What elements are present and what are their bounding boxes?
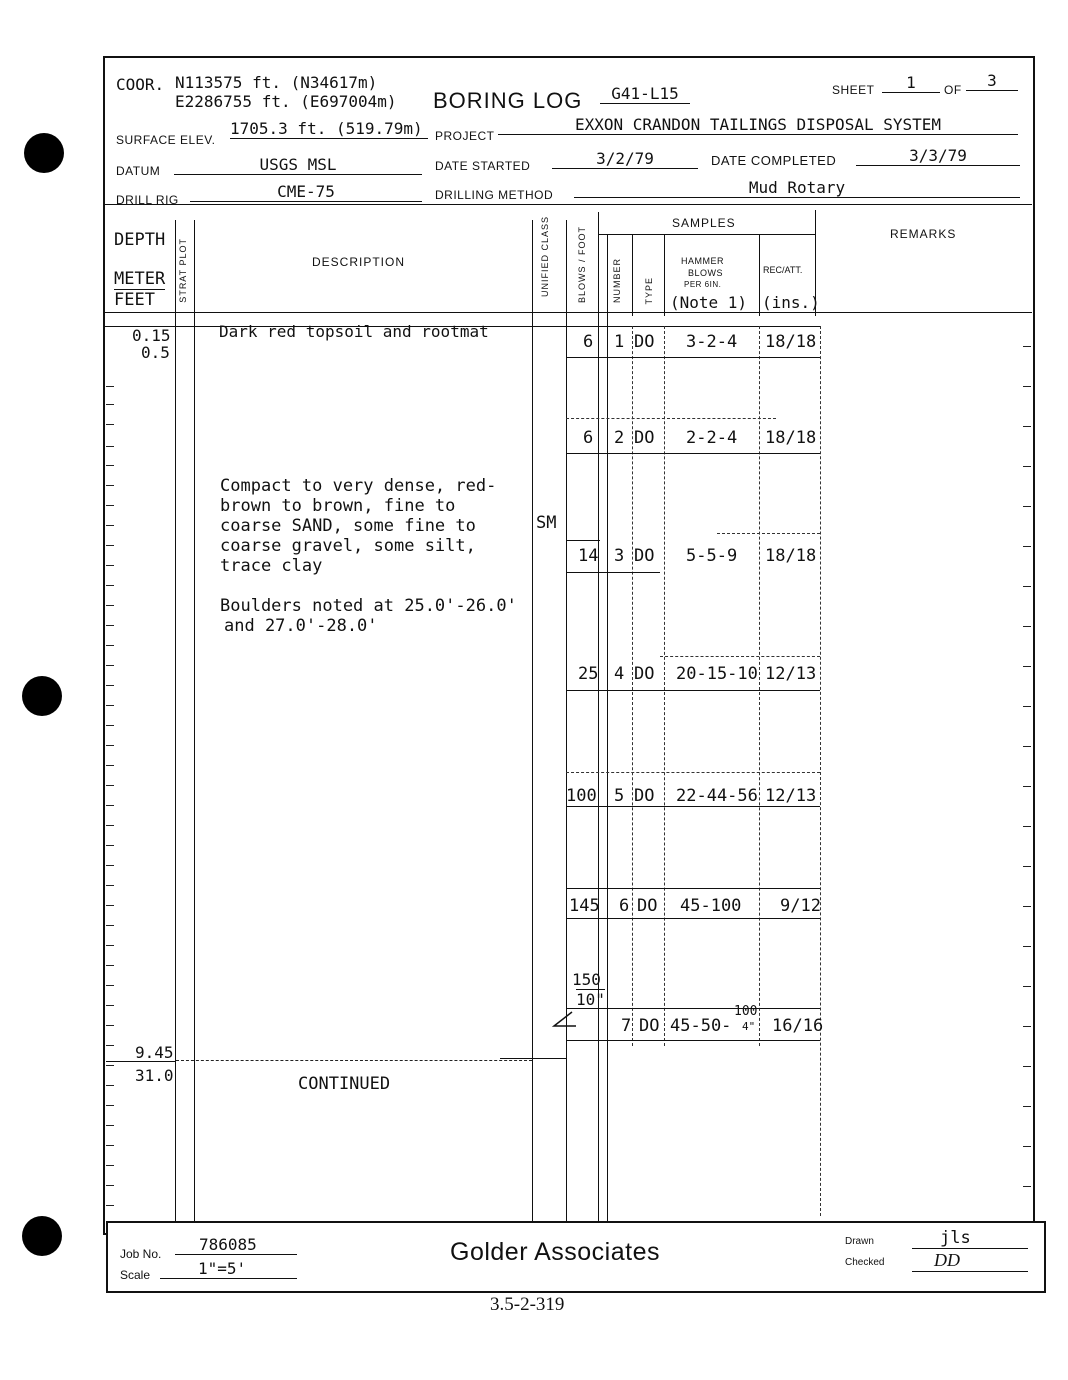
blows-per-foot: 100 [566,786,597,806]
hammer-label-3: PER 6IN. [684,280,722,289]
bottom-meter-line [106,1061,176,1062]
sample-divider [566,540,600,541]
drawn-label: Drawn [845,1236,874,1247]
sample-number: 1 [614,332,625,352]
continued-label: CONTINUED [298,1074,391,1094]
sample-divider [566,572,660,573]
hammer-blows: 45-50- [670,1016,732,1036]
col-line-rec [759,234,760,316]
column-header-bottom [104,312,1032,313]
body-line-rec [759,326,760,1046]
col-line-depth [175,220,176,316]
recovery: 16/16 [772,1016,824,1036]
blows-per-foot-bottom: 10" [576,990,605,1009]
body-line-desc [532,316,533,1230]
hammer-note: (Note 1) [670,293,748,312]
col-line-remarks [815,210,816,316]
date-started-label: DATE STARTED [435,159,531,173]
coor-north: N113575 ft. (N34617m) [175,73,378,92]
rec-att-label: REC/ATT. [763,265,803,275]
scale-label: Scale [120,1268,151,1282]
surface-elev-value: 1705.3 ft. (519.79m) [230,119,428,139]
page-number: 3.5-2-319 [490,1294,565,1315]
drilling-method-label: DRILLING METHOD [435,188,554,202]
punch-hole-bottom [22,1216,62,1256]
sheet-total: 3 [966,71,1018,91]
of-label: OF [944,83,962,97]
checked-initials: DD [912,1250,1028,1272]
soil-description [220,476,496,576]
body-line-type [632,326,633,1046]
project-value: EXXON CRANDON TAILINGS DISPOSAL SYSTEM [498,115,1018,135]
surface-elev-label: SURFACE ELEV. [116,133,216,147]
project-label: PROJECT [435,129,495,143]
boulder-line: and 27.0'-28.0' [224,616,378,636]
sample-number: 5 [614,786,625,806]
recovery: 12/13 [765,786,817,806]
blows-per-foot: 145 [569,896,600,916]
boring-log-title: BORING LOG [433,88,583,113]
sheet-number: 1 [882,73,940,93]
top-depth-meter: 0.15 [132,326,171,345]
sample-number: 7 [621,1016,632,1036]
hammer-blows: 2-2-4 [686,428,738,448]
log-id: G41-L15 [600,84,690,104]
hammer-label-1: HAMMER [681,256,724,266]
drill-rig-value: CME-75 [190,182,422,202]
bottom-boundary-line [176,1060,532,1061]
blows-foot-label: BLOWS / FOOT [577,226,587,304]
sample-number: 2 [614,428,625,448]
sample-type: DO [634,786,655,806]
hammer-fraction-top: 100 [734,1004,758,1019]
blows-per-foot: 14 [578,546,599,566]
hammer-blows: 22-44-56 [676,786,758,806]
unified-class-value: SM [536,513,557,533]
bottom-depth-meter: 9.45 [135,1043,174,1062]
samples-label: SAMPLES [672,216,736,230]
sample-divider [717,533,820,534]
drawn-value: jls [912,1228,1028,1249]
desc-line: brown to brown, fine to [220,496,456,516]
body-line-strat [194,316,195,1230]
desc-line: coarse SAND, some fine to [220,516,476,536]
hammer-blows: 5-5-9 [686,546,738,566]
col-line-type [632,234,633,316]
sample-type: DO [634,664,655,684]
sample-divider [566,806,820,807]
date-completed-value: 3/3/79 [856,146,1020,166]
body-line-hammer [664,326,665,1046]
sample-type: DO [634,546,655,566]
coor-east: E2286755 ft. (E697004m) [175,92,397,111]
hammer-blows: 20-15-10 [676,664,758,684]
date-completed-label: DATE COMPLETED [711,153,837,168]
meter-label: METER [114,269,166,289]
sample-divider [566,453,820,454]
sample-divider [566,918,820,919]
blows-per-foot: 25 [578,664,599,684]
remarks-label: REMARKS [890,227,957,241]
boulder-line: Boulders noted at 25.0'-26.0' [220,596,517,616]
boulder-note [220,596,517,636]
sample-type: DO [639,1016,660,1036]
desc-line: trace clay [220,556,323,576]
scale-value: 1"=5' [160,1259,297,1279]
hammer-label-2: BLOWS [688,268,724,278]
sheet-label: SHEET [832,83,875,97]
number-label: NUMBER [612,258,622,304]
recovery: 12/13 [765,664,817,684]
recovery: 9/12 [780,896,821,916]
recovery: 18/18 [765,546,817,566]
description-label: DESCRIPTION [312,255,406,269]
hammer-blows: 3-2-4 [686,332,738,352]
sample-type: DO [634,332,655,352]
datum-value: USGS MSL [174,155,422,175]
col-line-number [607,234,608,1230]
sample-divider [566,418,776,419]
sample-number: 6 [619,896,630,916]
hammer-blows: 45-100 [680,896,742,916]
sample-divider [566,772,820,773]
recovery: 18/18 [765,332,817,352]
checked-label: Checked [845,1257,885,1268]
feet-label: FEET [114,290,155,310]
sample-divider [566,357,820,358]
date-started-value: 3/2/79 [552,149,698,169]
sample-divider [660,656,820,657]
punch-hole-middle [22,676,62,716]
drill-rig-label: DRILL RIG [116,193,179,207]
unified-class-label: UNIFIED CLASS [540,216,550,298]
rec-unit: (ins.) [762,293,820,312]
coor-label: COOR. [116,75,165,94]
drilling-method-value: Mud Rotary [574,178,1020,198]
sample-type: DO [634,428,655,448]
col-line-hammer [664,234,665,316]
punch-hole-top [24,133,64,173]
hammer-fraction-bottom: 4" [742,1020,756,1033]
sample-number: 3 [614,546,625,566]
samples-divider [598,234,816,235]
sample-divider [566,690,820,691]
desc-line: coarse gravel, some silt, [220,536,476,556]
sample-type: DO [637,896,658,916]
water-level-marker [550,1010,580,1034]
topsoil-description: Dark red topsoil and rootmat [219,322,489,341]
body-line-depth [175,316,176,1230]
desc-line: Compact to very dense, red- [220,476,497,496]
bottom-boundary-solid [500,1058,566,1059]
job-no-label: Job No. [120,1247,162,1261]
datum-label: DATUM [116,164,161,178]
col-line-class [566,220,567,316]
sample-number: 4 [614,664,625,684]
strat-plot-label: STRAT PLOT [178,238,188,303]
blows-per-foot: 6 [583,428,594,448]
blows-per-foot: 6 [583,332,594,352]
type-label: TYPE [644,277,654,305]
col-line-strat [194,220,195,316]
body-line-remarks [820,326,821,1216]
blows-per-foot-top: 150 [572,970,601,989]
col-line-blows [598,212,599,1230]
sample-divider [566,1008,820,1009]
job-no-value: 786085 [175,1235,297,1255]
sample-divider [566,888,820,889]
company-name: Golder Associates [450,1238,660,1266]
bottom-depth-feet: 31.0 [135,1066,174,1085]
depth-label: DEPTH [114,230,166,250]
header-separator [104,204,1032,205]
recovery: 18/18 [765,428,817,448]
sample-divider [566,1040,820,1041]
col-line-desc [532,220,533,316]
top-depth-feet: 0.5 [141,343,170,362]
